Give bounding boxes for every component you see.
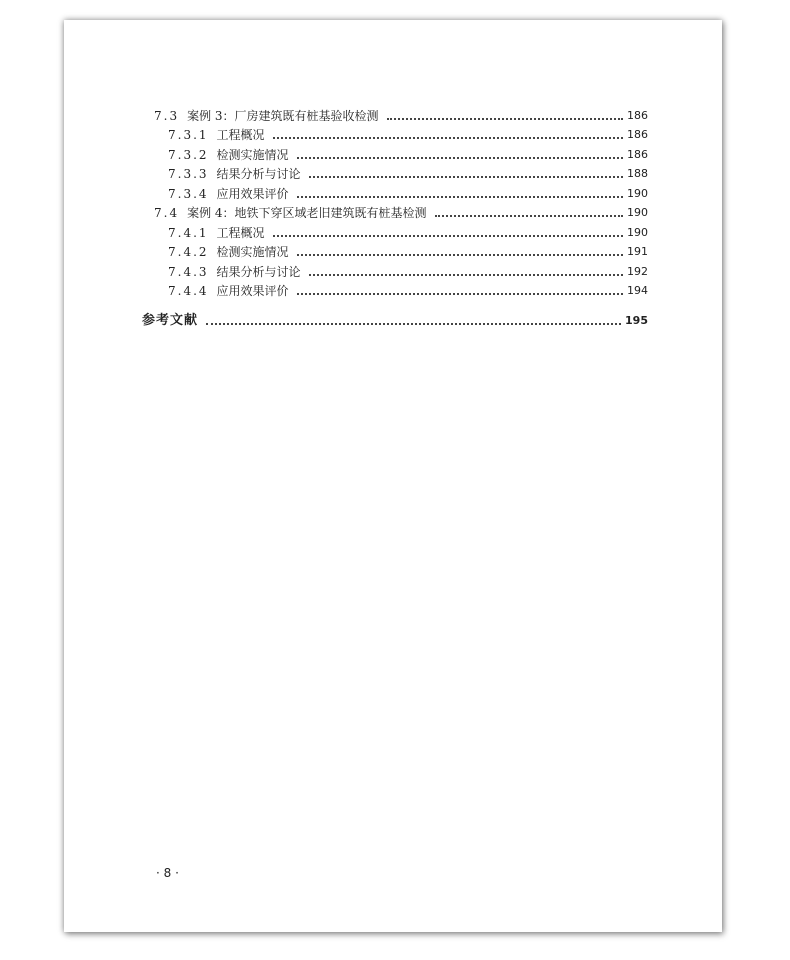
- toc-entry-references[interactable]: [142, 311, 648, 329]
- document-page: [64, 20, 722, 932]
- toc-leader-dots: [435, 215, 623, 217]
- toc-title: 案例 4：地铁下穿区域老旧建筑既有桩基检测: [187, 206, 427, 220]
- toc-page-number: 190: [627, 187, 648, 200]
- toc-leader-dots: [297, 196, 623, 198]
- toc-page-number: 186: [627, 109, 648, 122]
- toc-title: 工程概况: [216, 226, 265, 240]
- toc-title: 应用效果评价: [216, 284, 289, 298]
- toc-leader-dots: [297, 157, 623, 159]
- toc-number: 7.4: [154, 206, 180, 220]
- toc-leader-dots: [206, 323, 621, 325]
- toc-page-number: 192: [627, 265, 648, 278]
- toc-entry-7-3-2[interactable]: [168, 145, 648, 163]
- toc-title: 检测实施情况: [216, 245, 289, 259]
- toc-title: 检测实施情况: [216, 148, 289, 162]
- toc-number: 7.3: [154, 109, 180, 123]
- toc-entry-7-4[interactable]: [154, 203, 648, 221]
- page-number-footer: · 8 ·: [156, 866, 179, 880]
- toc-entry-7-4-2[interactable]: [168, 242, 648, 260]
- toc-number: 7.3.3: [168, 167, 209, 181]
- toc-page-number: 194: [627, 284, 648, 297]
- toc-entry-7-4-3[interactable]: [168, 262, 648, 280]
- toc-leader-dots: [297, 293, 623, 295]
- toc-title: 工程概况: [216, 128, 265, 142]
- toc-number: 7.4.2: [168, 245, 209, 259]
- toc-number: 7.3.2: [168, 148, 209, 162]
- toc-entry-7-3-4[interactable]: [168, 184, 648, 202]
- toc-leader-dots: [387, 118, 623, 120]
- references-title: 参考文献: [142, 313, 199, 328]
- toc-title: 应用效果评价: [216, 187, 289, 201]
- toc-title: 案例 3：厂房建筑既有桩基验收检测: [187, 109, 379, 123]
- toc-page-number: 191: [627, 245, 648, 258]
- toc-entry-7-4-1[interactable]: [168, 223, 648, 241]
- toc-entry-7-4-4[interactable]: [168, 281, 648, 299]
- toc-page-number: 190: [627, 206, 648, 219]
- toc-number: 7.4.4: [168, 284, 209, 298]
- toc-leader-dots: [297, 254, 623, 256]
- toc-leader-dots: [309, 274, 623, 276]
- toc-number: 7.4.3: [168, 265, 209, 279]
- toc-title: 结果分析与讨论: [216, 167, 301, 181]
- toc-leader-dots: [273, 235, 623, 237]
- toc-entry-7-3-1[interactable]: [168, 125, 648, 143]
- toc-entry-7-3-3[interactable]: [168, 164, 648, 182]
- toc-entry-7-3[interactable]: [154, 106, 648, 124]
- toc-page-number: 186: [627, 128, 648, 141]
- toc-number: 7.4.1: [168, 226, 209, 240]
- toc-page-number: 190: [627, 226, 648, 239]
- toc-leader-dots: [309, 176, 623, 178]
- toc-number: 7.3.1: [168, 128, 209, 142]
- toc-page-number: 186: [627, 148, 648, 161]
- toc-page-number: 188: [627, 167, 648, 180]
- toc-title: 结果分析与讨论: [216, 265, 301, 279]
- toc-page-number: 195: [625, 314, 648, 327]
- toc-leader-dots: [273, 137, 623, 139]
- toc-number: 7.3.4: [168, 187, 209, 201]
- table-of-contents: [64, 20, 722, 932]
